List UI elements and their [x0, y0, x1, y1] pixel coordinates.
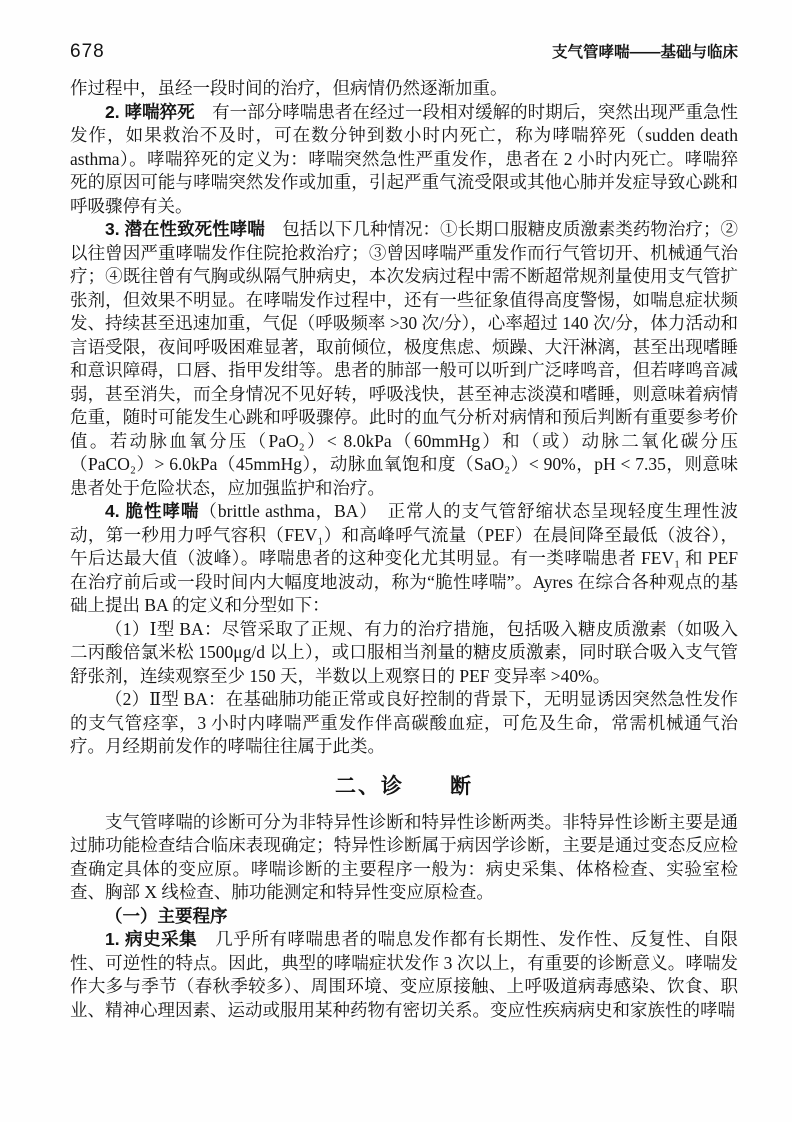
run-in-term-sudden-death: 2. 哮喘猝死: [105, 101, 195, 122]
paragraph-potentially-fatal-asthma: [70, 218, 738, 500]
paragraph-text: 几乎所有哮喘患者的喘息发作都有长期性、发作性、反复性、自限性、可逆性的特点。因此，典型的哮喘症状发作 3 次以上，有重要的诊断意义。哮喘发作大多与季节（春秋季较多）、周围环境、变应原接触、上呼吸道病毒感染、饮食、职业、精神心理因素、运动或服用某种药物有密切关系。变应性疾病病史和家族性的哮喘: [70, 929, 738, 1020]
paragraph-text: （1）Ⅰ型 BA：尽管采取了正规、有力的治疗措施，包括吸入糖皮质激素（如吸入二丙酸倍氯米松 1500μg/d 以上），或口服相当剂量的糖皮质激素，同时联合吸入支气管舒张剂，连续观察至少 150 天，半数以上观察日的 PEF 变异率 >40%。: [70, 618, 738, 686]
run-in-term-english: （brittle asthma，BA）: [199, 501, 370, 521]
paragraph-brittle-asthma: [70, 500, 738, 618]
paragraph-text: 包括以下几种情况：①长期口服糖皮质激素类药物治疗；②以往曾因严重哮喘发作住院抢救治疗；③曾因哮喘严重发作而行气管切开、机械通气治疗；④既往曾有气胸或纵隔气肿病史，本次发病过程中需不断超常规剂量使用支气管扩张剂，但效果不明显。在哮喘发作过程中，还有一些征象值得高度警惕，如喘息症状频发、持续甚至迅速加重，气促（呼吸频率 >30 次/分），心率超过 140 次/分，体力活动和言语受限，夜间呼吸困难显著，取前倾位，极度焦虑、烦躁、大汗淋漓，甚至出现嗜睡和意识障碍，口唇、指甲发绀等。患者的肺部一般可以听到广泛哮鸣音，但若哮鸣音减弱，甚至消失，而全身情况不见好转，呼吸浅快，甚至神志淡漠和嗜睡，则意味着病情危重，随时可能发生心跳和呼吸骤停。此时的血气分析对病情和预后判断有重要参考价值。若动脉血氧分压（PaO₂）< 8.0kPa（60mmHg）和（或）动脉二氧化碳分压（PaCO₂）> 6.0kPa（45mmHg），动脉血氧饱和度（SaO₂）< 90%，pH < 7.35，则意味患者处于危险状态，应加强监护和治疗。: [70, 219, 738, 498]
page-number: 678: [70, 41, 105, 62]
run-in-term-potentially-fatal: 3. 潜在性致死性哮喘: [105, 219, 265, 239]
paragraph-text: 有一部分哮喘患者在经过一段相对缓解的时期后，突然出现严重急性发作，如果救治不及时，可在数分钟到数小时内死亡，称为哮喘猝死（sudden death asthma）。哮喘猝死的定义为：哮喘突然急性严重发作，患者在 2 小时内死亡。哮喘猝死的原因可能与哮喘突然发作或加重，引起严重气流受限或其他心肺并发症导致心跳和呼吸骤停有关。: [70, 101, 738, 216]
running-title: 支气管哮喘——基础与临床: [551, 44, 738, 61]
paragraph-text: 支气管哮喘的诊断可分为非特异性诊断和特异性诊断两类。非特异性诊断主要是通过肺功能检查结合临床表现确定；特异性诊断属于病因学诊断，主要是通过变态反应检查确定具体的变应原。哮喘诊断的主要程序一般为：病史采集、体格检查、实验室检查、胸部 X 线检查、肺功能测定和特异性变应原检查。: [70, 811, 738, 902]
paragraph-text: 正常人的支气管舒缩状态呈现轻度生理性波动，第一秒用力呼气容积（FEV₁）和高峰呼气流量（PEF）在晨间降至最低（波谷），午后达最大值（波峰）。哮喘患者的这种变化尤其明显。有一类哮喘患者 FEV₁ 和 PEF 在治疗前后或一段时间内大幅度地波动，称为“脆性哮喘”。Ayres 在综合各种观点的基础上提出 BA 的定义和分型如下：: [70, 501, 738, 615]
paragraph-text: （2）Ⅱ型 BA：在基础肺功能正常或良好控制的背景下，无明显诱因突然急性发作的支气管痉挛，3 小时内哮喘严重发作伴高碳酸血症，可危及生命，常需机械通气治疗。月经期前发作的哮喘往往属于此类。: [70, 689, 738, 756]
paragraph-text: 作过程中，虽经一段时间的治疗，但病情仍然逐渐加重。: [70, 78, 508, 98]
page-header: [70, 40, 738, 63]
subsection-heading-text: （一）主要程序: [105, 905, 228, 926]
section-heading-diagnosis: 二、诊 断: [335, 774, 473, 798]
subsection-heading-main-procedure: [70, 905, 738, 929]
paragraph-diagnosis-intro: [70, 811, 738, 905]
paragraph-continuation: [70, 77, 738, 101]
paragraph-history-taking: [70, 928, 738, 1022]
page-body: [70, 77, 738, 1022]
paragraph-sudden-death: [70, 101, 738, 219]
paragraph-type1-ba: [70, 618, 738, 689]
run-in-term-brittle-asthma: 4. 脆性哮喘: [105, 501, 200, 521]
paragraph-type2-ba: [70, 688, 738, 759]
run-in-term-history-taking: 1. 病史采集: [105, 929, 198, 949]
